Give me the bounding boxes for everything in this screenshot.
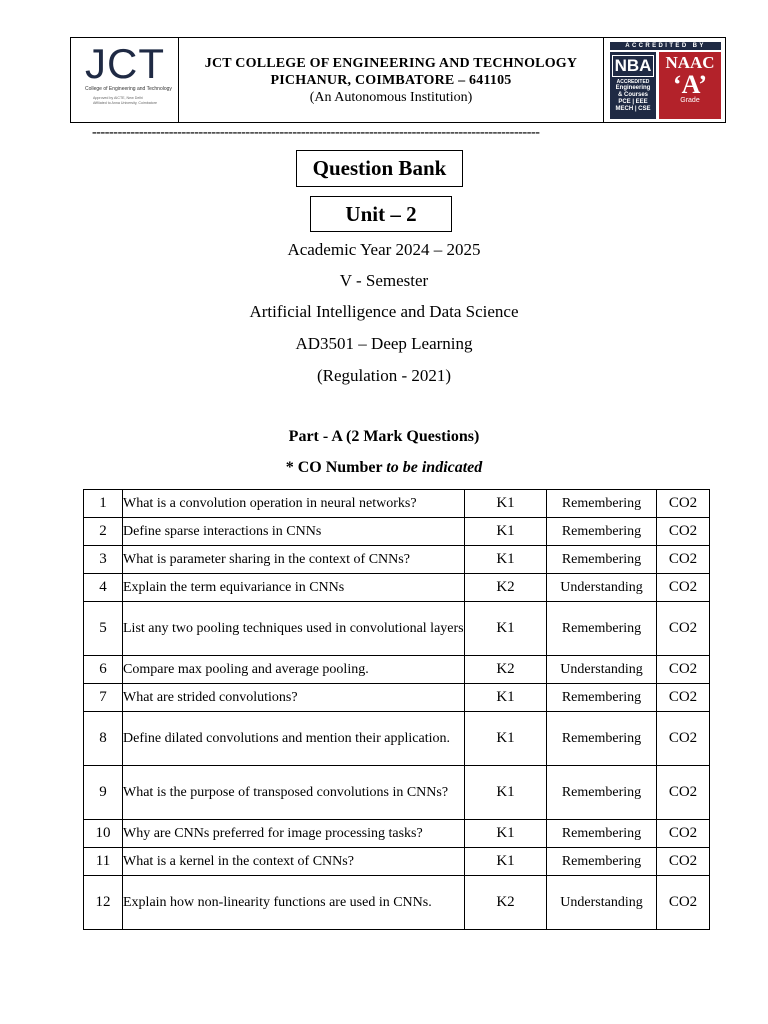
course-outcome: CO2 [657, 684, 710, 712]
naac-grade-label: Grade [680, 97, 700, 104]
table-row [84, 876, 710, 930]
document-title: Question Bank [296, 150, 463, 187]
co-note-italic: to be indicated [386, 459, 483, 476]
college-logo [71, 38, 179, 122]
question-text: Explain how non-linearity functions are used in CNNs. [123, 876, 465, 930]
question-number: 1 [84, 490, 123, 518]
course-outcome: CO2 [657, 546, 710, 574]
nba-line-2: & Courses [617, 92, 648, 98]
knowledge-level-code: K1 [465, 546, 547, 574]
knowledge-level-code: K1 [465, 848, 547, 876]
knowledge-level: Understanding [547, 656, 657, 684]
academic-year: Academic Year 2024 – 2025 [287, 240, 481, 259]
knowledge-level: Remembering [547, 712, 657, 766]
course-outcome: CO2 [657, 766, 710, 820]
logo-approval-line-2: Affiliated to Anna University, Coimbatore [93, 100, 157, 105]
college-name: JCT COLLEGE OF ENGINEERING AND TECHNOLOGY [204, 55, 578, 71]
table-row [84, 712, 710, 766]
course-outcome: CO2 [657, 848, 710, 876]
question-number: 11 [84, 848, 123, 876]
question-number: 8 [84, 712, 123, 766]
question-number: 12 [84, 876, 123, 930]
knowledge-level: Remembering [547, 602, 657, 656]
knowledge-level-code: K1 [465, 766, 547, 820]
question-text: What is a convolution operation in neural networks? [123, 490, 465, 518]
table-row [84, 656, 710, 684]
nba-logo: NBA [612, 55, 655, 77]
table-row [84, 848, 710, 876]
knowledge-level: Remembering [547, 684, 657, 712]
question-text: What is parameter sharing in the context of CNNs? [123, 546, 465, 574]
course-outcome: CO2 [657, 876, 710, 930]
table-row [84, 574, 710, 602]
logo-subtitle: College of Engineering and Technology [85, 86, 172, 92]
course-outcome: CO2 [657, 574, 710, 602]
course-outcome: CO2 [657, 490, 710, 518]
question-text: What are strided convolutions? [123, 684, 465, 712]
question-text: What is a kernel in the context of CNNs? [123, 848, 465, 876]
college-details [179, 38, 603, 122]
question-number: 2 [84, 518, 123, 546]
college-address: PICHANUR, COIMBATORE – 641105 [270, 72, 512, 88]
knowledge-level-code: K2 [465, 574, 547, 602]
accredited-by-bar: ACCREDITED BY [610, 42, 721, 50]
knowledge-level: Remembering [547, 518, 657, 546]
knowledge-level-code: K2 [465, 656, 547, 684]
knowledge-level-code: K2 [465, 876, 547, 930]
semester: V - Semester [339, 271, 429, 290]
question-number: 10 [84, 820, 123, 848]
knowledge-level-code: K1 [465, 518, 547, 546]
knowledge-level: Understanding [547, 574, 657, 602]
college-status: (An Autonomous Institution) [309, 89, 473, 105]
table-row [84, 766, 710, 820]
table-row [84, 518, 710, 546]
logo-text: JCT [85, 40, 165, 87]
table-row [84, 546, 710, 574]
knowledge-level-code: K1 [465, 712, 547, 766]
unit-title: Unit – 2 [310, 196, 452, 232]
table-row [84, 684, 710, 712]
question-number: 7 [84, 684, 123, 712]
nba-badge [610, 52, 656, 119]
accreditation-logos [603, 38, 725, 122]
knowledge-level: Remembering [547, 848, 657, 876]
knowledge-level: Remembering [547, 546, 657, 574]
question-number: 3 [84, 546, 123, 574]
course-outcome: CO2 [657, 820, 710, 848]
nba-line-1: Engineering [615, 85, 651, 91]
knowledge-level: Remembering [547, 820, 657, 848]
co-note-bold: * CO Number [285, 459, 383, 476]
knowledge-level-code: K1 [465, 820, 547, 848]
question-text: Explain the term equivariance in CNNs [123, 574, 465, 602]
knowledge-level-code: K1 [465, 490, 547, 518]
course-outcome: CO2 [657, 712, 710, 766]
institution-header [70, 37, 726, 123]
part-title: Part - A (2 Mark Questions) [288, 428, 480, 445]
table-row [84, 602, 710, 656]
question-text: List any two pooling techniques used in convolutional layers [123, 602, 465, 656]
question-text: Define dilated convolutions and mention their application. [123, 712, 465, 766]
knowledge-level-code: K1 [465, 684, 547, 712]
question-number: 6 [84, 656, 123, 684]
nba-accredited-label: ACCREDITED [616, 79, 650, 85]
naac-title: NAAC [665, 53, 715, 72]
question-text: Compare max pooling and average pooling. [123, 656, 465, 684]
question-number: 5 [84, 602, 123, 656]
co-note [0, 458, 768, 478]
department: Artificial Intelligence and Data Science [249, 302, 519, 321]
table-row [84, 490, 710, 518]
course-outcome: CO2 [657, 602, 710, 656]
question-text: Define sparse interactions in CNNs [123, 518, 465, 546]
question-number: 9 [84, 766, 123, 820]
question-text: What is the purpose of transposed convolutions in CNNs? [123, 766, 465, 820]
naac-badge [659, 52, 721, 119]
nba-line-4: MECH | CSE [615, 106, 651, 112]
course-outcome: CO2 [657, 518, 710, 546]
course: AD3501 – Deep Learning [295, 334, 473, 353]
knowledge-level: Understanding [547, 876, 657, 930]
course-outcome: CO2 [657, 656, 710, 684]
knowledge-level: Remembering [547, 490, 657, 518]
table-row [84, 820, 710, 848]
naac-grade: ‘A’ [672, 70, 708, 99]
question-text: Why are CNNs preferred for image processing tasks? [123, 820, 465, 848]
knowledge-level-code: K1 [465, 602, 547, 656]
dashed-separator: --------------------------------------------------------------------------------------------------------- [92, 125, 540, 140]
nba-line-3: PCE | EEE [618, 99, 648, 105]
questions-table [83, 489, 710, 930]
question-number: 4 [84, 574, 123, 602]
regulation: (Regulation - 2021) [316, 366, 452, 385]
knowledge-level: Remembering [547, 766, 657, 820]
logo-approval-line-1: Approved by AICTE, New Delhi [93, 96, 143, 100]
